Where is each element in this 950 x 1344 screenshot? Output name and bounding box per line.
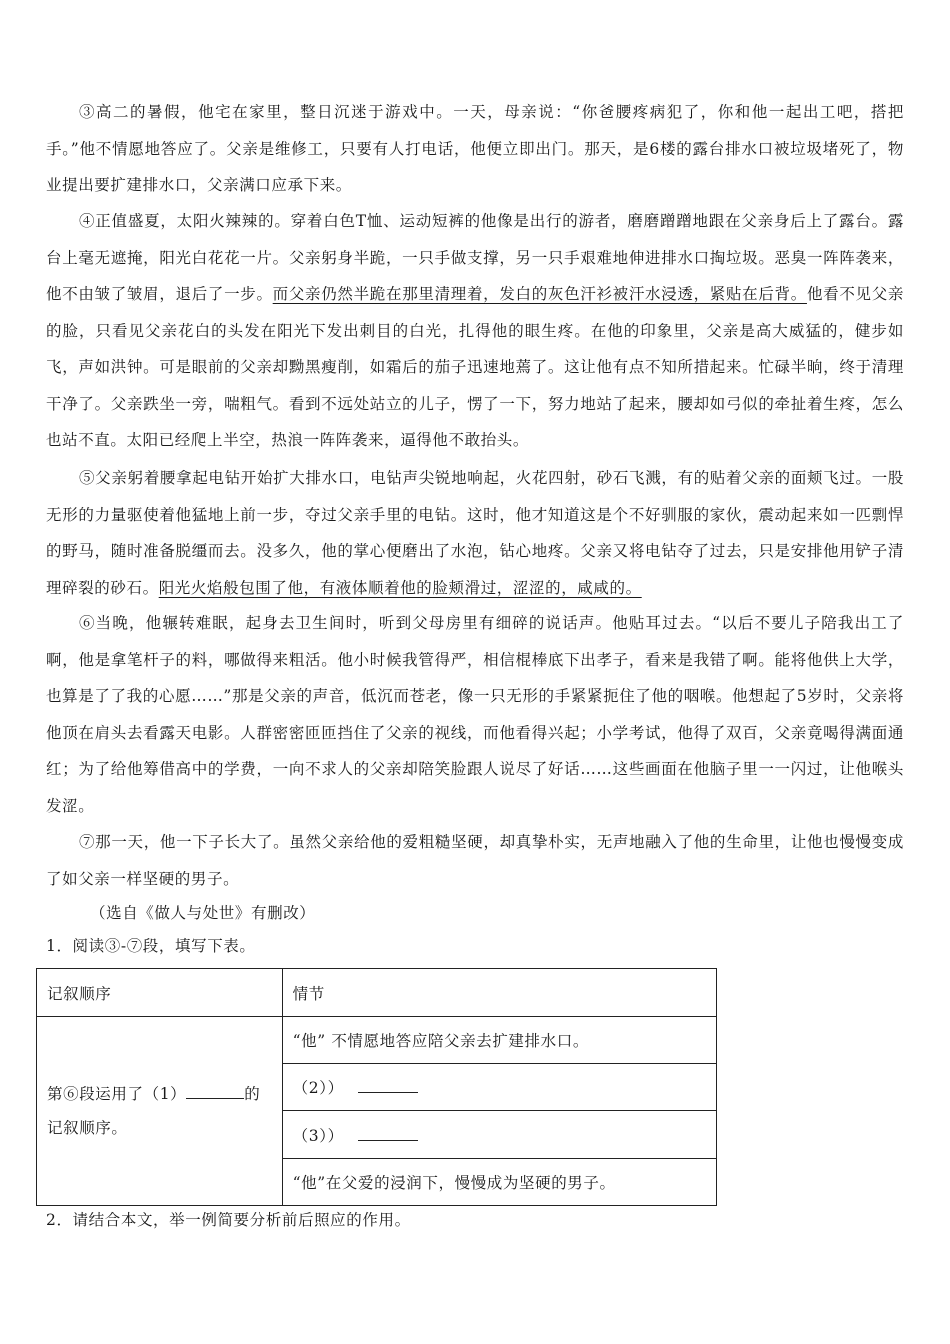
- question-2: 2．请结合本文，举一例简要分析前后照应的作用。: [46, 1211, 411, 1229]
- paragraph-4-text-a: ④正值盛夏，太阳火辣辣的。穿着白色T恤、运动短裤的他像是出行的游者，磨磨蹭蹭地跟在父亲身后上了露台。露台上毫无遮掩，阳光白花花一片。父亲躬身半跪，一只手做支撑，另一只手艰难地伸进排水口掏垃圾。恶臭一阵阵袭来，他不由皱了皱眉，退后了一步。: [46, 212, 904, 303]
- paragraph-3: ③高二的暑假，他宅在家里，整日沉迷于游戏中。一天，母亲说：“你爸腰疼病犯了，你和他一起出工吧，搭把手。”他不情愿地答应了。父亲是维修工，只要有人打电话，他便立即出门。那天，是6楼的露台排水口被垃圾堵死了，物业提出要扩建排水口，父亲满口应承下来。: [46, 103, 904, 194]
- question-1: 1．阅读③-⑦段，填写下表。: [46, 937, 256, 955]
- table-row: [37, 1017, 717, 1064]
- plot-cell-2-label: （2））: [292, 1079, 344, 1097]
- paragraph-7: ⑦那一天，他一下子长大了。虽然父亲给他的爱粗糙坚硬，却真挚朴实，无声地融入了他的生命里，让他也慢慢变成了如父亲一样坚硬的男子。: [46, 833, 904, 888]
- paragraph-4-underlined-sentence: 而父亲仍然半跪在那里清理着，发白的灰色汗衫被汗水浸透，紧贴在后背。: [272, 285, 807, 303]
- paragraph-4-text-b: 他看不见父亲的脸，只看见父亲花白的头发在阳光下发出刺目的白光，扎得他的眼生疼。在他的印象里，父亲是高大威猛的，健步如飞，声如洪钟。可是眼前的父亲却黝黑瘦削，如霜后的茄子迅速地蔫了。这让他有点不知所措起来。忙碌半晌，终于清理干净了。父亲跌坐一旁，喘粗气。看到不远处站立的儿子，愣了一下，努力地站了起来，腰却如弓似的牵扯着生疼，怎么也站不直。太阳已经爬上半空，热浪一阵阵袭来，逼得他不敢抬头。: [46, 285, 905, 449]
- answer-blank-2[interactable]: [358, 1078, 418, 1093]
- plot-cell-4: “他”在父爱的浸润下，慢慢成为坚硬的男子。: [282, 1159, 716, 1206]
- answer-blank-1[interactable]: [186, 1084, 244, 1099]
- paragraph-5-text: ⑤父亲躬着腰拿起电钻开始扩大排水口，电钻声尖锐地响起，火花四射，砂石飞溅，有的贴着父亲的面颊飞过。一股无形的力量驱使着他猛地上前一步，夺过父亲手里的电钻。这时，他才知道这是个不好驯服的家伙，震动起来如一匹剽悍的野马，随时准备脱缰而去。没多久，他的掌心便磨出了水泡，钻心地疼。父亲又将电钻夺了过去，只是安排他用铲子清理碎裂的砂石。: [46, 469, 904, 597]
- table-header-order: 记叙顺序: [37, 969, 283, 1017]
- plot-cell-2: [282, 1064, 716, 1111]
- table-header-plot: 情节: [282, 969, 716, 1017]
- answer-blank-3[interactable]: [358, 1126, 418, 1141]
- order-cell-suffix: 的: [244, 1085, 261, 1103]
- paragraph-5-underlined-sentence: 阳光火焰般包围了他，有液体顺着他的脸颊滑过，涩涩的，咸咸的。: [158, 578, 642, 597]
- paragraph-5: [46, 460, 904, 606]
- plot-table: [36, 968, 717, 1206]
- order-cell-line2: 记叙顺序。: [47, 1119, 128, 1137]
- paragraph-4: [46, 203, 904, 459]
- order-cell-prefix: 第⑥段运用了（1）: [47, 1085, 187, 1103]
- table-header-row: [37, 969, 717, 1017]
- source-note: （选自《做人与处世》有删改）: [90, 904, 316, 922]
- paragraph-6: ⑥当晚，他辗转难眠，起身去卫生间时，听到父母房里有细碎的说话声。他贴耳过去。“以后不要儿子陪我出工了啊，他是拿笔杆子的料，哪做得来粗活。他小时候我管得严，相信棍棒底下出孝子，看来是我错了啊。能将他供上大学，也算是了了我的心愿……”那是父亲的声音，低沉而苍老，像一只无形的手紧紧扼住了他的咽喉。他想起了5岁时，父亲将他顶在肩头去看露天电影。人群密密匝匝挡住了父亲的视线，而他看得兴起；小学考试，他得了双百，父亲竟喝得满面通红；为了给他筹借高中的学费，一向不求人的父亲却陪笑脸跟人说尽了好话……这些画面在他脑子里一一闪过，让他喉头发涩。: [46, 614, 904, 815]
- plot-cell-3-label: （3））: [292, 1126, 344, 1145]
- order-cell: [37, 1017, 283, 1206]
- plot-cell-1: “他” 不情愿地答应陪父亲去扩建排水口。: [282, 1017, 716, 1064]
- plot-cell-3: [282, 1111, 716, 1159]
